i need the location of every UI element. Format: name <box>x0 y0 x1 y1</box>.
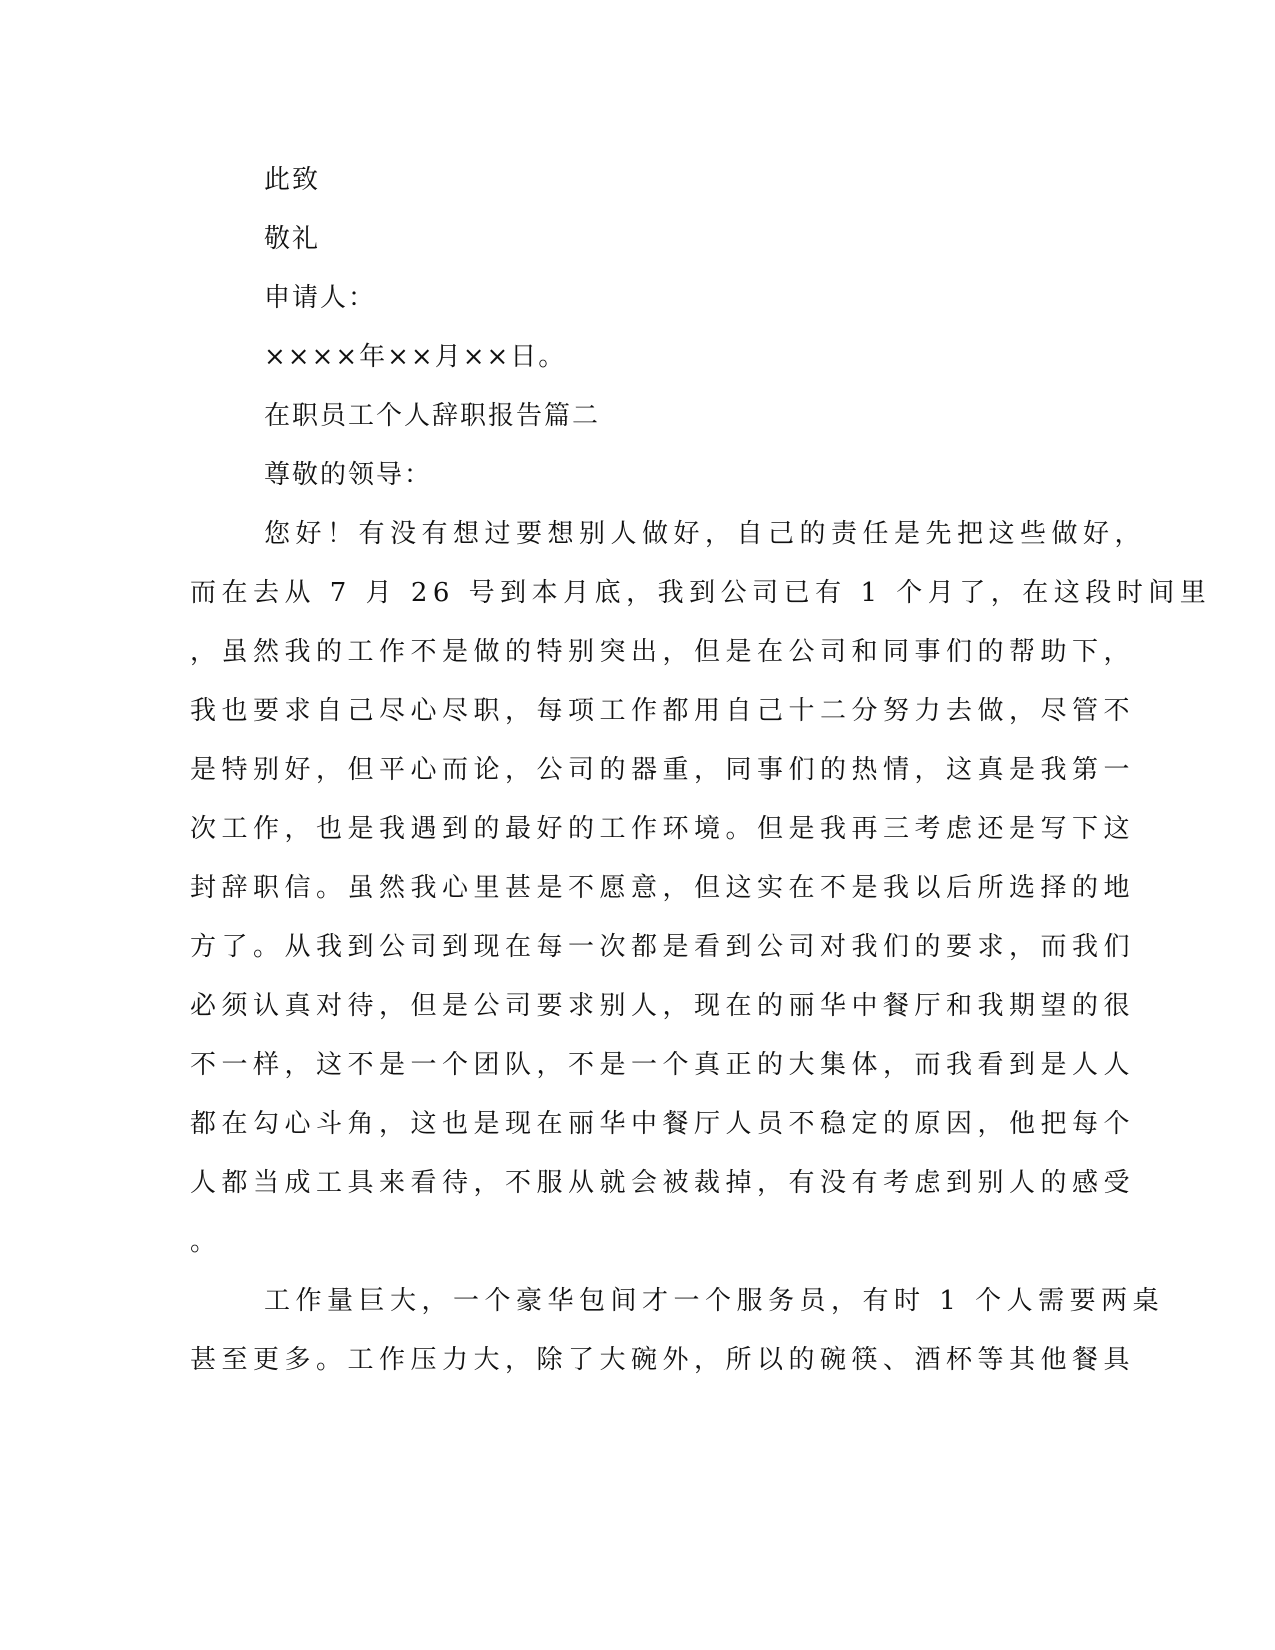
closing-jing-li: 敬礼 <box>264 224 321 254</box>
salutation: 尊敬的领导： <box>264 460 433 490</box>
paragraph1-line: 必须认真对待，但是公司要求别人，现在的丽华中餐厅和我期望的很 <box>190 991 1136 1021</box>
paragraph1-line: 您好！有没有想过要想别人做好，自己的责任是先把这些做好， <box>264 519 1147 549</box>
paragraph1-line: 封辞职信。虽然我心里甚是不愿意，但这实在不是我以后所选择的地 <box>190 873 1136 903</box>
paragraph1-line: 人都当成工具来看待，不服从就会被裁掉，有没有考虑到别人的感受 <box>190 1168 1136 1198</box>
paragraph1-line: 不一样，这不是一个团队，不是一个真正的大集体，而我看到是人人 <box>190 1050 1136 1080</box>
paragraph2-line: 工作量巨大，一个豪华包间才一个服务员，有时 1 个人需要两桌 <box>264 1286 1165 1316</box>
paragraph1-line: ，虽然我的工作不是做的特别突出，但是在公司和同事们的帮助下， <box>190 637 1136 667</box>
date-line: ××××年××月××日。 <box>264 342 567 372</box>
paragraph1-line: 都在勾心斗角，这也是现在丽华中餐厅人员不稳定的原因，他把每个 <box>190 1109 1136 1139</box>
paragraph1-line: 是特别好，但平心而论，公司的器重，同事们的热情，这真是我第一 <box>190 755 1136 785</box>
paragraph1-line: 我也要求自己尽心尽职，每项工作都用自己十二分努力去做，尽管不 <box>190 696 1136 726</box>
paragraph1-line: 而在去从 7 月 26 号到本月底，我到公司已有 1 个月了，在这段时间里 <box>190 578 1212 608</box>
applicant-label: 申请人： <box>264 283 377 313</box>
closing-ci-zhi: 此致 <box>264 165 321 195</box>
paragraph2-line: 甚至更多。工作压力大，除了大碗外，所以的碗筷、酒杯等其他餐具 <box>190 1345 1136 1375</box>
paragraph1-line: 方了。从我到公司到现在每一次都是看到公司对我们的要求，而我们 <box>190 932 1136 962</box>
section-title: 在职员工个人辞职报告篇二 <box>264 401 601 431</box>
paragraph1-line: 次工作，也是我遇到的最好的工作环境。但是我再三考虑还是写下这 <box>190 814 1136 844</box>
paragraph1-line: 。 <box>190 1227 219 1257</box>
